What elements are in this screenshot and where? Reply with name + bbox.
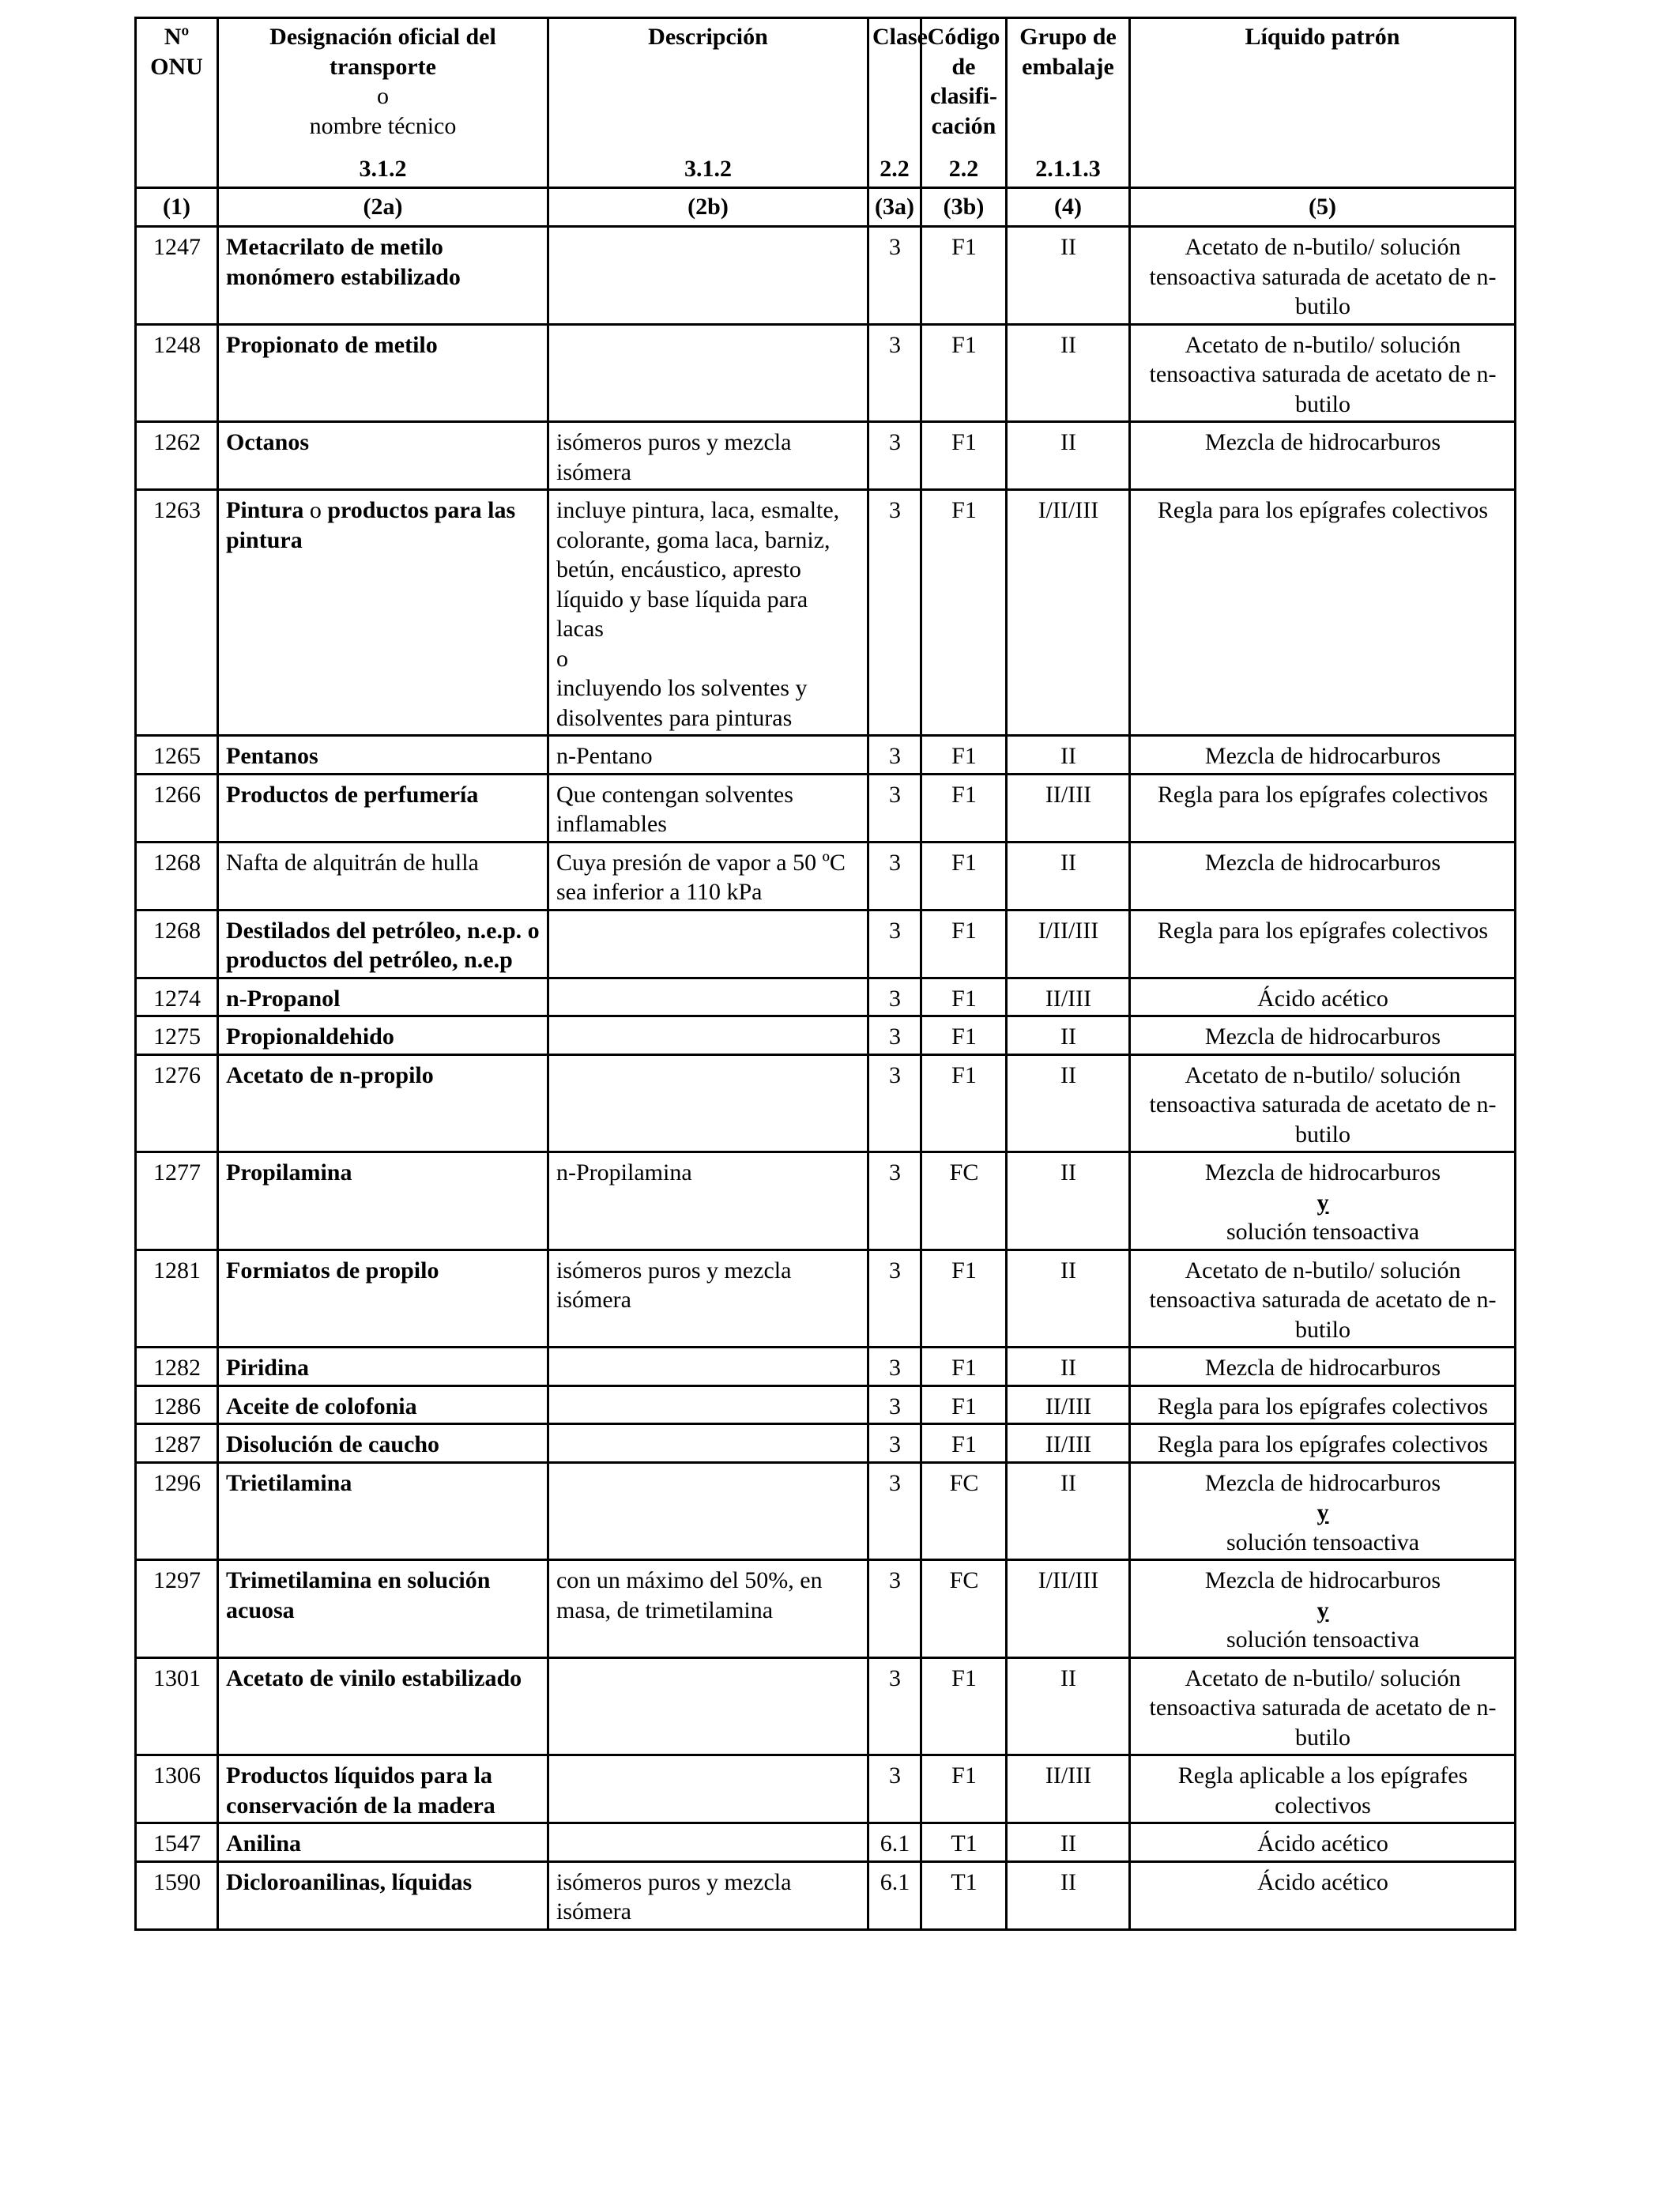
class-cell: 3 (868, 1250, 921, 1348)
classification-code-cell: F1 (921, 1657, 1007, 1755)
class-cell: 3 (868, 1657, 921, 1755)
classification-code-cell: F1 (921, 910, 1007, 978)
standard-liquid-line: y (1317, 1596, 1329, 1623)
description-cell: n-Pentano (548, 736, 868, 775)
packing-group-cell: II (1007, 227, 1130, 325)
description-cell: n-Propilamina (548, 1152, 868, 1250)
description-cell (548, 490, 868, 736)
un-number-cell: 1268 (136, 842, 218, 910)
packing-group-cell: II (1007, 422, 1130, 490)
standard-liquid-line: Regla para los epígrafes colectivos (1157, 917, 1489, 944)
table-row (136, 842, 1516, 910)
packing-group-cell: II/III (1007, 978, 1130, 1016)
un-number-cell: 1590 (136, 1861, 218, 1929)
designation-cell: Dicloroanilinas, líquidas (218, 1861, 548, 1929)
standard-liquid-cell (1130, 1657, 1516, 1755)
column-number: (5) (1130, 188, 1516, 227)
classification-code-cell: F1 (921, 1250, 1007, 1348)
standard-liquid-cell (1130, 227, 1516, 325)
standard-liquid-cell (1130, 1152, 1516, 1250)
classification-code-cell: T1 (921, 1823, 1007, 1862)
standard-liquid-line: Acetato de n-butilo/ solución tensoactiva saturada de acetato de n-butilo (1149, 331, 1497, 417)
class-cell: 3 (868, 324, 921, 422)
designation-cell: Pentanos (218, 736, 548, 775)
packing-group-cell: II/III (1007, 1385, 1130, 1424)
header-onu: Nº ONU (136, 18, 218, 188)
header-designation-ref: 3.1.2 (359, 155, 407, 182)
classification-code-cell: F1 (921, 1348, 1007, 1386)
standard-liquid-line: Regla aplicable a los epígrafes colectivos (1177, 1762, 1468, 1819)
designation-cell: n-Propanol (218, 978, 548, 1016)
un-number-cell: 1306 (136, 1755, 218, 1823)
class-cell: 3 (868, 490, 921, 736)
description-line: o (556, 645, 568, 672)
standard-liquid-line: Mezcla de hidrocarburos (1204, 849, 1441, 876)
standard-liquid-cell (1130, 774, 1516, 842)
table-row (136, 1823, 1516, 1862)
class-cell: 3 (868, 842, 921, 910)
standard-liquid-line: Ácido acético (1257, 985, 1388, 1012)
un-number-cell: 1266 (136, 774, 218, 842)
standard-liquid-cell (1130, 736, 1516, 775)
column-number-row (136, 188, 1516, 227)
designation-cell: Disolución de caucho (218, 1424, 548, 1463)
class-cell: 6.1 (868, 1861, 921, 1929)
class-cell: 3 (868, 1152, 921, 1250)
standard-liquid-cell (1130, 1462, 1516, 1560)
packing-group-cell: II (1007, 1250, 1130, 1348)
standard-liquid-cell (1130, 1424, 1516, 1463)
designation-cell: Piridina (218, 1348, 548, 1386)
standard-liquid-line: Acetato de n-butilo/ solución tensoactiva saturada de acetato de n-butilo (1149, 234, 1497, 319)
class-cell: 3 (868, 1054, 921, 1152)
class-cell: 3 (868, 1755, 921, 1823)
un-number-cell: 1262 (136, 422, 218, 490)
un-number-cell: 1247 (136, 227, 218, 325)
standard-liquid-line: Ácido acético (1257, 1868, 1388, 1895)
standard-liquid-line: Mezcla de hidrocarburos (1204, 1355, 1441, 1381)
classification-code-cell: FC (921, 1462, 1007, 1560)
standard-liquid-line: solución tensoactiva (1226, 1219, 1420, 1245)
table-row (136, 1152, 1516, 1250)
table-row (136, 1385, 1516, 1424)
header-class-ref: 2.2 (880, 155, 910, 182)
un-number-cell: 1282 (136, 1348, 218, 1386)
standard-liquid-line: Mezcla de hidrocarburos (1204, 1023, 1441, 1050)
classification-code-cell: F1 (921, 1424, 1007, 1463)
table-row (136, 1424, 1516, 1463)
class-cell: 3 (868, 1385, 921, 1424)
table-row (136, 1861, 1516, 1929)
classification-code-cell: F1 (921, 490, 1007, 736)
packing-group-cell: I/II/III (1007, 490, 1130, 736)
designation-text: productos para las pintura (226, 497, 516, 553)
designation-cell: Formiatos de propilo (218, 1250, 548, 1348)
packing-group-cell: II (1007, 842, 1130, 910)
table-row (136, 910, 1516, 978)
description-cell: Cuya presión de vapor a 50 ºC sea inferior a 110 kPa (548, 842, 868, 910)
standard-liquid-line: Regla para los epígrafes colectivos (1157, 1393, 1489, 1419)
column-number: (3b) (921, 188, 1007, 227)
column-number: (2b) (548, 188, 868, 227)
column-number: (4) (1007, 188, 1130, 227)
class-cell: 3 (868, 1462, 921, 1560)
header-row (136, 18, 1516, 188)
class-cell: 3 (868, 1348, 921, 1386)
designation-cell: Productos de perfumería (218, 774, 548, 842)
un-number-cell: 1547 (136, 1823, 218, 1862)
standard-liquid-line: Acetato de n-butilo/ solución tensoactiva saturada de acetato de n-butilo (1149, 1061, 1497, 1148)
header-standard-liquid: Líquido patrón (1130, 18, 1516, 188)
standard-liquid-line: Regla para los epígrafes colectivos (1157, 781, 1489, 808)
standard-liquid-cell (1130, 490, 1516, 736)
standard-liquid-line: Regla para los epígrafes colectivos (1157, 1431, 1489, 1457)
description-cell (548, 1348, 868, 1386)
packing-group-cell: II (1007, 1657, 1130, 1755)
designation-cell (218, 490, 548, 736)
standard-liquid-cell (1130, 1054, 1516, 1152)
standard-liquid-line: solución tensoactiva (1226, 1529, 1420, 1555)
column-number: (2a) (218, 188, 548, 227)
standard-liquid-line: Mezcla de hidrocarburos (1204, 1567, 1441, 1593)
description-cell (548, 1657, 868, 1755)
description-cell: isómeros puros y mezcla isómera (548, 1250, 868, 1348)
un-number-cell: 1263 (136, 490, 218, 736)
standard-liquid-line: Mezcla de hidrocarburos (1204, 429, 1441, 455)
designation-cell: Acetato de vinilo estabilizado (218, 1657, 548, 1755)
un-number-cell: 1286 (136, 1385, 218, 1424)
description-line: incluyendo los solventes y disolventes para pinturas (556, 675, 808, 731)
table-row (136, 324, 1516, 422)
standard-liquid-cell (1130, 422, 1516, 490)
description-cell (548, 1462, 868, 1560)
packing-group-cell: II (1007, 1348, 1130, 1386)
table-row (136, 736, 1516, 775)
packing-group-cell: II (1007, 736, 1130, 775)
designation-cell: Nafta de alquitrán de hulla (218, 842, 548, 910)
description-cell (548, 227, 868, 325)
table-row (136, 1462, 1516, 1560)
standard-liquid-line: solución tensoactiva (1226, 1627, 1420, 1653)
class-cell: 3 (868, 736, 921, 775)
description-cell (548, 910, 868, 978)
un-number-cell: 1248 (136, 324, 218, 422)
un-number-cell: 1281 (136, 1250, 218, 1348)
un-number-cell: 1296 (136, 1462, 218, 1560)
classification-code-cell: FC (921, 1152, 1007, 1250)
description-cell (548, 1385, 868, 1424)
table-row (136, 1657, 1516, 1755)
table-row (136, 422, 1516, 490)
packing-group-cell: II (1007, 1152, 1130, 1250)
classification-code-cell: F1 (921, 1016, 1007, 1055)
un-number-cell: 1276 (136, 1054, 218, 1152)
standard-liquid-cell (1130, 1823, 1516, 1862)
column-number: (3a) (868, 188, 921, 227)
designation-cell: Propionaldehido (218, 1016, 548, 1055)
designation-cell: Metacrilato de metilo monómero estabilizado (218, 227, 548, 325)
standard-liquid-line: y (1317, 1499, 1329, 1525)
table-row (136, 1755, 1516, 1823)
standard-liquid-line: Mezcla de hidrocarburos (1204, 1469, 1441, 1496)
packing-group-cell: I/II/III (1007, 910, 1130, 978)
standard-liquid-cell (1130, 324, 1516, 422)
standard-liquid-cell (1130, 1861, 1516, 1929)
classification-code-cell: F1 (921, 1755, 1007, 1823)
designation-cell: Productos líquidos para la conservación de la madera (218, 1755, 548, 1823)
header-description: Descripción 3.1.2 (548, 18, 868, 188)
designation-cell: Anilina (218, 1823, 548, 1862)
packing-group-cell: II (1007, 324, 1130, 422)
class-cell: 3 (868, 978, 921, 1016)
header-classification-code: Código de clasifi-cación 2.2 (921, 18, 1007, 188)
description-cell (548, 324, 868, 422)
designation-cell: Acetato de n-propilo (218, 1054, 548, 1152)
table-row (136, 978, 1516, 1016)
classification-code-cell: F1 (921, 978, 1007, 1016)
standard-liquid-cell (1130, 1755, 1516, 1823)
standard-liquid-cell (1130, 1385, 1516, 1424)
header-class: Clase 2.2 (868, 18, 921, 188)
un-number-cell: 1275 (136, 1016, 218, 1055)
un-number-cell: 1268 (136, 910, 218, 978)
table-row (136, 1560, 1516, 1658)
classification-code-cell: F1 (921, 736, 1007, 775)
header-designation: Designación oficial del transporte o nombre técnico 3.1.2 (218, 18, 548, 188)
standard-liquid-cell (1130, 1016, 1516, 1055)
adr-liquids-table (134, 17, 1516, 1931)
table-row (136, 774, 1516, 842)
classification-code-cell: F1 (921, 227, 1007, 325)
designation-text: Pintura (226, 497, 304, 523)
standard-liquid-cell (1130, 1560, 1516, 1658)
table-row (136, 1054, 1516, 1152)
classification-code-cell: F1 (921, 842, 1007, 910)
packing-group-cell: II (1007, 1054, 1130, 1152)
packing-group-cell: II (1007, 1861, 1130, 1929)
class-cell: 3 (868, 1424, 921, 1463)
description-cell: Que contengan solventes inflamables (548, 774, 868, 842)
description-cell (548, 1016, 868, 1055)
un-number-cell: 1301 (136, 1657, 218, 1755)
table-body (136, 227, 1516, 1930)
description-cell: isómeros puros y mezcla isómera (548, 422, 868, 490)
class-cell: 3 (868, 422, 921, 490)
header-packing-group-ref: 2.1.1.3 (1035, 155, 1101, 182)
standard-liquid-line: Mezcla de hidrocarburos (1204, 1159, 1441, 1186)
description-cell (548, 1424, 868, 1463)
class-cell: 3 (868, 227, 921, 325)
classification-code-cell: F1 (921, 774, 1007, 842)
class-cell: 3 (868, 774, 921, 842)
packing-group-cell: II/III (1007, 1424, 1130, 1463)
table-row (136, 1250, 1516, 1348)
header-classification-code-ref: 2.2 (948, 155, 979, 182)
classification-code-cell: F1 (921, 324, 1007, 422)
table-row (136, 1016, 1516, 1055)
designation-text: o (303, 497, 328, 523)
header-packing-group: Grupo de embalaje 2.1.1.3 (1007, 18, 1130, 188)
standard-liquid-cell (1130, 910, 1516, 978)
class-cell: 3 (868, 1016, 921, 1055)
standard-liquid-line: Acetato de n-butilo/ solución tensoactiva saturada de acetato de n-butilo (1149, 1664, 1497, 1751)
un-number-cell: 1297 (136, 1560, 218, 1658)
class-cell: 6.1 (868, 1823, 921, 1862)
classification-code-cell: F1 (921, 1385, 1007, 1424)
designation-cell: Propionato de metilo (218, 324, 548, 422)
un-number-cell: 1277 (136, 1152, 218, 1250)
un-number-cell: 1265 (136, 736, 218, 775)
designation-cell: Aceite de colofonia (218, 1385, 548, 1424)
description-cell: isómeros puros y mezcla isómera (548, 1861, 868, 1929)
standard-liquid-line: Ácido acético (1257, 1830, 1388, 1857)
packing-group-cell: II (1007, 1823, 1130, 1862)
table-row (136, 227, 1516, 325)
description-cell (548, 1823, 868, 1862)
packing-group-cell: II/III (1007, 1755, 1130, 1823)
description-cell (548, 1054, 868, 1152)
packing-group-cell: II (1007, 1462, 1130, 1560)
description-cell: con un máximo del 50%, en masa, de trimetilamina (548, 1560, 868, 1658)
designation-cell: Trimetilamina en solución acuosa (218, 1560, 548, 1658)
column-number: (1) (136, 188, 218, 227)
standard-liquid-cell (1130, 1348, 1516, 1386)
standard-liquid-line: Regla para los epígrafes colectivos (1157, 497, 1489, 523)
class-cell: 3 (868, 910, 921, 978)
classification-code-cell: F1 (921, 422, 1007, 490)
description-cell (548, 978, 868, 1016)
description-cell (548, 1755, 868, 1823)
un-number-cell: 1287 (136, 1424, 218, 1463)
standard-liquid-cell (1130, 1250, 1516, 1348)
packing-group-cell: I/II/III (1007, 1560, 1130, 1658)
standard-liquid-cell (1130, 842, 1516, 910)
table-row (136, 1348, 1516, 1386)
table-row (136, 490, 1516, 736)
designation-cell: Propilamina (218, 1152, 548, 1250)
classification-code-cell: FC (921, 1560, 1007, 1658)
designation-cell: Octanos (218, 422, 548, 490)
standard-liquid-line: y (1317, 1189, 1329, 1216)
standard-liquid-line: Acetato de n-butilo/ solución tensoactiva saturada de acetato de n-butilo (1149, 1257, 1497, 1343)
standard-liquid-cell (1130, 978, 1516, 1016)
classification-code-cell: T1 (921, 1861, 1007, 1929)
packing-group-cell: II (1007, 1016, 1130, 1055)
packing-group-cell: II/III (1007, 774, 1130, 842)
designation-cell: Trietilamina (218, 1462, 548, 1560)
standard-liquid-line: Mezcla de hidrocarburos (1204, 743, 1441, 769)
description-line: incluye pintura, laca, esmalte, colorante, goma laca, barniz, betún, encáustico, apresto líquido y base líquida para lacas (556, 497, 840, 642)
designation-cell: Destilados del petróleo, n.e.p. o productos del petróleo, n.e.p (218, 910, 548, 978)
class-cell: 3 (868, 1560, 921, 1658)
classification-code-cell: F1 (921, 1054, 1007, 1152)
un-number-cell: 1274 (136, 978, 218, 1016)
header-description-ref: 3.1.2 (684, 155, 732, 182)
